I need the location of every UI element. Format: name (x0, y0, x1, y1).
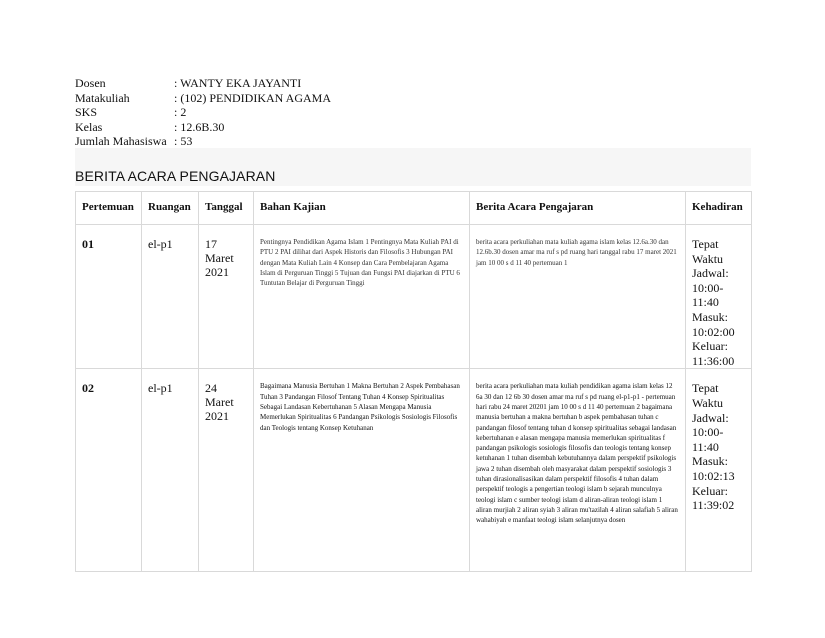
sks-value: : 2 (174, 105, 187, 119)
kehadiran-line: Waktu (692, 395, 724, 410)
kehadiran-line: Keluar: (692, 483, 728, 498)
info-row-kelas (75, 120, 331, 135)
info-row-matakuliah (75, 91, 331, 106)
kehadiran-line: Masuk: (692, 454, 728, 469)
table-header-row (76, 192, 752, 225)
table-row (76, 369, 752, 572)
dosen-value: : WANTY EKA JAYANTI (174, 76, 302, 90)
info-row-sks (75, 105, 331, 120)
kehadiran-line: 11:40 (692, 295, 719, 310)
column-header-kehadiran: Kehadiran (686, 192, 752, 225)
info-row-dosen (75, 76, 331, 91)
cell-berita-acara: berita acara perkuliahan mata kuliah pendidikan agama islam kelas 12 6a 30 dan 12 6b 30 dosen amar ma ruf s pd ruang el-p1-p1 - pertemuan hari rabu 24 maret 20201 jam 10 00 s d 11 40 pertemuan 2 bagaimana manusia bertuhan a makna bertuhan b aspek pembahasan tuhan c pandangan filosof tentang tuhan d konsep spiritualitas sebagai landasan kebertuhanan e alasan mengapa manusia memerlukan spiritualitas f pandangan psikologis sosiologis filosofis dan teologis tentang konsep ketuhanan 1 tuhan disembah kebutuhannya dalam perspektif psikologis jawa 2 tuhan disembah oleh masyarakat dalam perspektif sosiologis 3 tuhan dirasionalisasikan dalam perspektif filosofis 4 tuhan dalam perspektif teologis a pengertian teologi islam b sejarah munculnya teologi islam c sumber teologi islam d aliran-aliran teologi islam 1 aliran murjiah 2 aliran syiah 3 aliran mu'tazilah 4 aliran salafiah 5 aliran wahabiyah e manfaat teologi islam selanjutnya dosen (470, 369, 686, 572)
jumlah-mahasiswa-label: Jumlah Mahasiswa (75, 134, 167, 148)
kehadiran-line: 10:02:00 (692, 324, 735, 339)
matakuliah-label: Matakuliah (75, 90, 130, 105)
dosen-label: Dosen (75, 76, 106, 90)
table-row (76, 225, 752, 369)
cell-pertemuan: 01 (76, 225, 142, 369)
kelas-label: Kelas (75, 119, 103, 134)
kehadiran-line: Keluar: (692, 339, 728, 354)
kehadiran-line: 11:40 (692, 439, 719, 454)
berita-acara-table (75, 191, 752, 572)
matakuliah-value: : (102) PENDIDIKAN AGAMA (174, 90, 331, 105)
kehadiran-line: 11:36:00 (692, 353, 735, 368)
column-header-bahan-kajian: Bahan Kajian (254, 192, 470, 225)
kehadiran-line: Jadwal: (692, 410, 729, 425)
kehadiran-line: 10:02:13 (692, 468, 735, 483)
kehadiran-line: Masuk: (692, 309, 728, 324)
info-row-jumlah-mahasiswa (75, 134, 331, 149)
cell-ruangan: el-p1 (142, 369, 199, 572)
column-header-ruangan: Ruangan (142, 192, 199, 225)
kehadiran-line: Waktu (692, 251, 724, 266)
column-header-berita-acara: Berita Acara Pengajaran (470, 192, 686, 225)
cell-kehadiran (686, 369, 752, 572)
cell-bahan-kajian: Pentingnya Pendidikan Agama Islam 1 Pentingnya Mata Kuliah PAI di PTU 2 PAI dilihat dari Aspek Historis dan Filosofis 3 Hubungan PAI dengan Mata Kuliah Lain 4 Konsep dan Cara Pembelajaran Agama Islam di Perguruan Tinggi 5 Tujuan dan Fungsi PAI diajarkan di PTU 6 Tuntutan Belajar di Perguruan Tinggi (254, 225, 470, 369)
course-info (75, 76, 331, 149)
kehadiran-line: 10:00- (692, 280, 724, 295)
cell-berita-acara: berita acara perkuliahan mata kuliah agama islam kelas 12.6a.30 dan 12.6b.30 dosen amar ma ruf s pd ruang hari tanggal rabu 17 maret 2021 jam 10 00 s d 11 40 pertemuan 1 (470, 225, 686, 369)
column-header-tanggal: Tanggal (199, 192, 254, 225)
jumlah-mahasiswa-value: : 53 (174, 134, 193, 148)
cell-ruangan: el-p1 (142, 225, 199, 369)
kelas-value: : 12.6B.30 (174, 119, 225, 134)
cell-pertemuan: 02 (76, 369, 142, 572)
kehadiran-line: 10:00- (692, 425, 724, 440)
kehadiran-line: Tepat (692, 237, 719, 251)
kehadiran-line: Tepat (692, 381, 719, 396)
cell-tanggal: 17 Maret 2021 (199, 225, 254, 369)
cell-bahan-kajian: Bagaimana Manusia Bertuhan 1 Makna Bertuhan 2 Aspek Pembahasan Tuhan 3 Pandangan Filosof Tentang Tuhan 4 Konsep Spiritualitas Sebagai Landasan Kebertuhanan 5 Alasan Mengapa Manusia Memerlukan Spiritualitas 6 Pandangan Psikologis Sosiologis Filosofis dan Teologis tentang Konsep Ketuhanan (254, 369, 470, 572)
kehadiran-line: 11:39:02 (692, 498, 735, 513)
section-title: BERITA ACARA PENGAJARAN (75, 168, 276, 184)
sks-label: SKS (75, 105, 98, 119)
cell-kehadiran (686, 225, 752, 369)
column-header-pertemuan: Pertemuan (76, 192, 142, 225)
kehadiran-line: Jadwal: (692, 266, 729, 281)
cell-tanggal: 24 Maret 2021 (199, 369, 254, 572)
